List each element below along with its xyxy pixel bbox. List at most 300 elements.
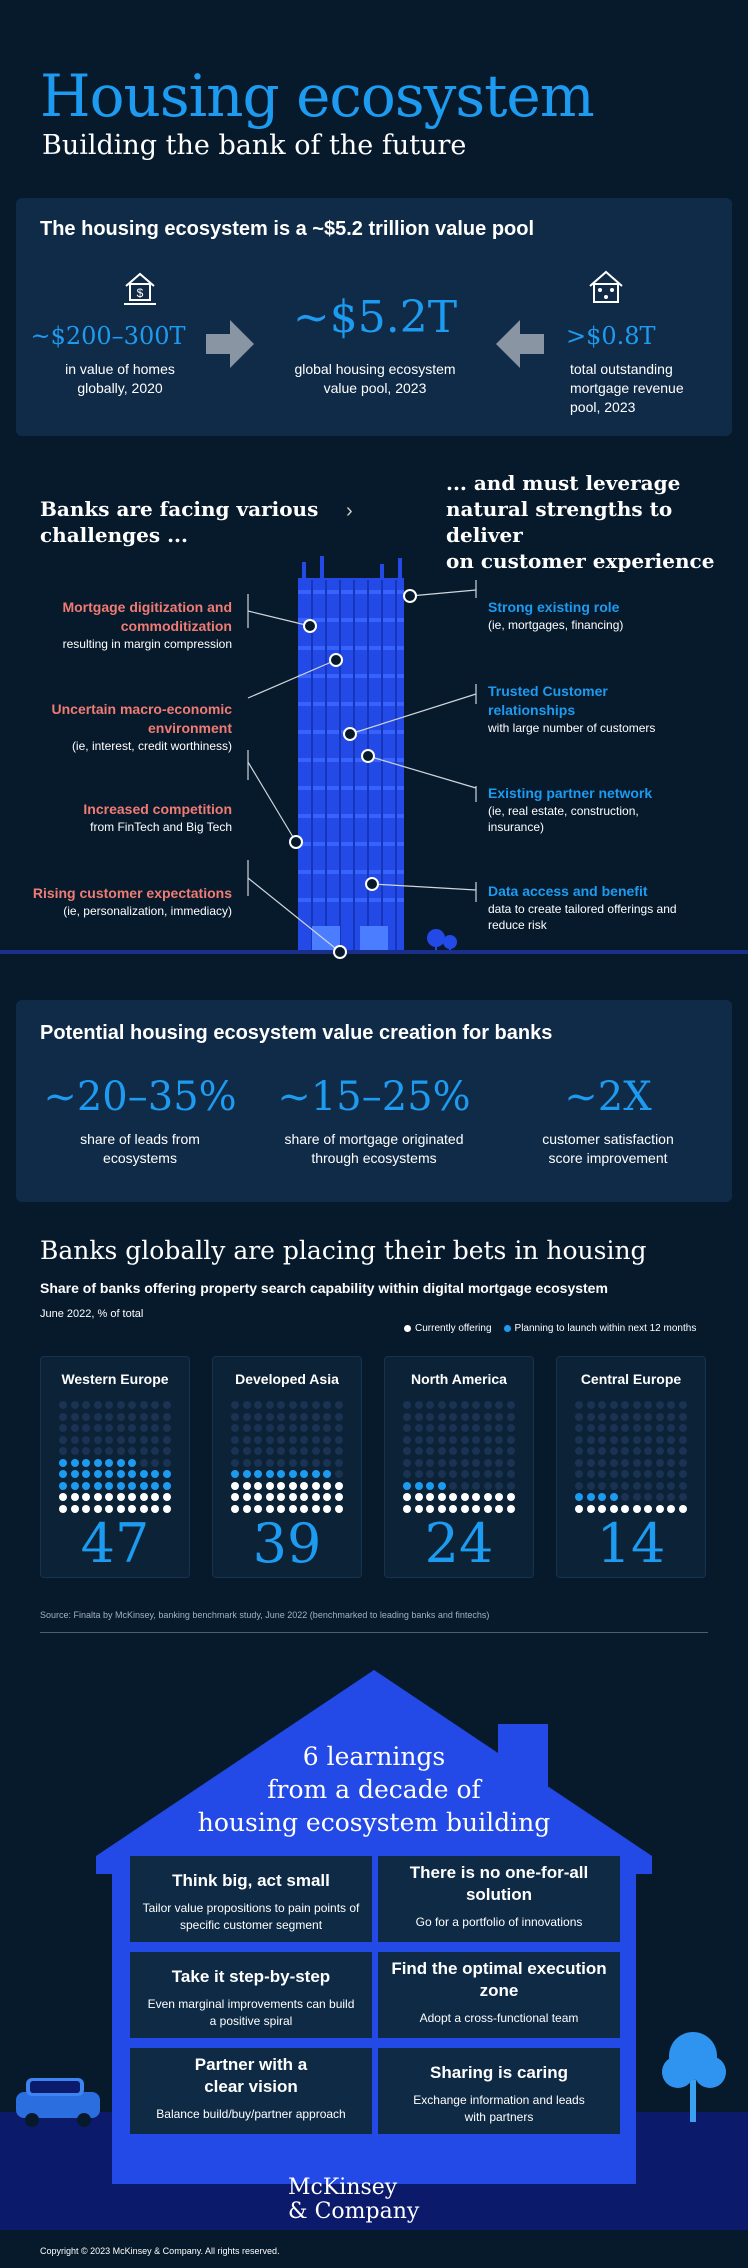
chart-dot: [140, 1470, 148, 1478]
chart-dot: [403, 1424, 411, 1432]
chart-dot: [461, 1493, 469, 1501]
chart-dot: [323, 1482, 331, 1490]
chart-dot: [644, 1482, 652, 1490]
chart-dot: [289, 1459, 297, 1467]
chart-dot: [484, 1447, 492, 1455]
homes-value-desc: in value of homes globally, 2020: [65, 361, 175, 396]
chart-dot: [621, 1459, 629, 1467]
chart-dot: [335, 1424, 343, 1432]
region-card-title: North America: [411, 1371, 507, 1387]
chart-dot: [461, 1413, 469, 1421]
chart-dot: [151, 1436, 159, 1444]
challenge-item: Mortgage digitization and commoditization resulting in margin compression: [62, 599, 232, 651]
chart-dot: [656, 1470, 664, 1478]
chart-dot: [667, 1470, 675, 1478]
chart-dot: [289, 1436, 297, 1444]
chart-dot: [94, 1447, 102, 1455]
chart-dot: [587, 1413, 595, 1421]
chart-dot: [59, 1482, 67, 1490]
chart-dot: [254, 1436, 262, 1444]
chart-dot: [449, 1436, 457, 1444]
chart-dot: [633, 1482, 641, 1490]
chart-dot: [598, 1459, 606, 1467]
chart-dot: [105, 1493, 113, 1501]
dot-matrix: [575, 1401, 689, 1514]
chart-dot: [461, 1470, 469, 1478]
chart-dot: [94, 1459, 102, 1467]
ecosystem-value-desc: global housing ecosystem value pool, 2023: [294, 361, 456, 396]
chart-dot: [667, 1401, 675, 1409]
chart-dot: [598, 1413, 606, 1421]
chart-dot: [151, 1447, 159, 1455]
chart-dot: [644, 1424, 652, 1432]
chart-dot: [163, 1436, 171, 1444]
dot-matrix: [231, 1401, 345, 1514]
chart-dot: [289, 1401, 297, 1409]
chart-dot: [71, 1401, 79, 1409]
chart-dot: [335, 1401, 343, 1409]
chart-dot: [59, 1447, 67, 1455]
chart-dot: [254, 1447, 262, 1455]
chart-dot: [59, 1493, 67, 1501]
chart-dot: [415, 1401, 423, 1409]
strength-item: Trusted Customer relationships with large number of customers: [488, 683, 656, 735]
chart-dot: [105, 1424, 113, 1432]
chart-dot: [587, 1459, 595, 1467]
chart-dot: [403, 1482, 411, 1490]
chart-dot: [82, 1413, 90, 1421]
chart-dot: [312, 1482, 320, 1490]
challenges-heading: Banks are facing various challenges ...: [40, 497, 319, 547]
region-card: [212, 1356, 362, 1578]
chart-dot: [94, 1482, 102, 1490]
chart-dot: [449, 1413, 457, 1421]
chart-dot: [495, 1470, 503, 1478]
chart-dot: [254, 1424, 262, 1432]
region-card-value: 24: [424, 1512, 494, 1575]
chart-dot: [438, 1424, 446, 1432]
chart-dot: [438, 1413, 446, 1421]
chart-dot: [300, 1470, 308, 1478]
chart-dot: [300, 1459, 308, 1467]
chart-dot: [415, 1436, 423, 1444]
chart-dot: [495, 1493, 503, 1501]
chart-dot: [426, 1447, 434, 1455]
page-title: Housing ecosystem: [40, 62, 594, 130]
chart-dot: [94, 1401, 102, 1409]
brand-logo: McKinsey & Company: [288, 2175, 420, 2224]
chart-dot: [472, 1413, 480, 1421]
chart-dot: [163, 1493, 171, 1501]
chart-dot: [82, 1482, 90, 1490]
chart-dot: [163, 1401, 171, 1409]
chart-dot: [667, 1436, 675, 1444]
chart-dot: [610, 1447, 618, 1455]
chart-dot: [266, 1401, 274, 1409]
chart-dot: [449, 1493, 457, 1501]
chart-dot: [105, 1413, 113, 1421]
chart-dot: [71, 1459, 79, 1467]
chart-dot: [335, 1493, 343, 1501]
chart-dot: [495, 1424, 503, 1432]
chart-dot: [621, 1493, 629, 1501]
chart-dot: [575, 1413, 583, 1421]
legend-dot-current: [404, 1325, 411, 1332]
chart-dot: [667, 1424, 675, 1432]
chart-dot: [289, 1413, 297, 1421]
chart-dot: [312, 1459, 320, 1467]
chart-dot: [105, 1436, 113, 1444]
chart-dot: [656, 1493, 664, 1501]
chart-dot: [300, 1436, 308, 1444]
chart-dot: [289, 1470, 297, 1478]
chart-dot: [575, 1470, 583, 1478]
chart-dot: [312, 1401, 320, 1409]
chart-dot: [277, 1401, 285, 1409]
chart-dot: [128, 1424, 136, 1432]
chart-dot: [667, 1459, 675, 1467]
chart-dot: [312, 1424, 320, 1432]
chart-dot: [312, 1447, 320, 1455]
chart-dot: [472, 1493, 480, 1501]
chart-dot: [140, 1436, 148, 1444]
chart-dot: [105, 1470, 113, 1478]
chart-dot: [128, 1459, 136, 1467]
chart-dot: [163, 1459, 171, 1467]
chart-dot: [300, 1447, 308, 1455]
chart-dot: [507, 1482, 515, 1490]
chart-dot: [266, 1424, 274, 1432]
chart-dot: [656, 1413, 664, 1421]
chart-dot: [472, 1401, 480, 1409]
chart-dot: [323, 1447, 331, 1455]
chart-dot: [231, 1424, 239, 1432]
legend-dot-planning: [504, 1325, 511, 1332]
chart-dot: [71, 1424, 79, 1432]
chart-dot: [105, 1447, 113, 1455]
chart-dot: [438, 1470, 446, 1478]
chart-dot: [633, 1436, 641, 1444]
chart-dot: [484, 1424, 492, 1432]
divider: [40, 1632, 708, 1633]
chart-dot: [163, 1413, 171, 1421]
chart-dot: [140, 1482, 148, 1490]
chart-dot: [461, 1459, 469, 1467]
chart-dot: [415, 1459, 423, 1467]
learning-card: Think big, act small Tailor value propositions to pain points of specific customer segment: [130, 1856, 372, 1942]
learning-card: Take it step-by-step Even marginal improvements can build a positive spiral: [130, 1952, 372, 2038]
chart-dot: [426, 1459, 434, 1467]
chart-dot: [335, 1482, 343, 1490]
chart-dot: [128, 1493, 136, 1501]
chart-dot: [312, 1470, 320, 1478]
learning-card: There is no one-for-all solution Go for a portfolio of innovations: [378, 1856, 620, 1942]
chart-dot: [140, 1447, 148, 1455]
chart-dot: [266, 1459, 274, 1467]
chart-dot: [667, 1482, 675, 1490]
chart-dot: [679, 1470, 687, 1478]
chart-dot: [495, 1401, 503, 1409]
strengths-heading: ... and must leverage natural strengths to deliver on customer experience: [446, 471, 715, 573]
chart-dot: [335, 1436, 343, 1444]
chart-dot: [472, 1424, 480, 1432]
chart-dot: [656, 1459, 664, 1467]
learning-card: Sharing is caring Exchange information and leads with partners: [378, 2048, 620, 2134]
chart-dot: [610, 1401, 618, 1409]
chart-dot: [484, 1401, 492, 1409]
chart-dot: [71, 1447, 79, 1455]
chart-dot: [82, 1401, 90, 1409]
chart-dot: [644, 1401, 652, 1409]
chart-dot: [266, 1447, 274, 1455]
chart-dot: [633, 1459, 641, 1467]
chart-dot: [403, 1459, 411, 1467]
chart-dot: [472, 1459, 480, 1467]
chevron-right-icon: ›: [346, 500, 353, 522]
chart-dot: [449, 1459, 457, 1467]
chart-dot: [667, 1447, 675, 1455]
chart-dot: [254, 1401, 262, 1409]
chart-dot: [426, 1424, 434, 1432]
legend-planning: Planning to launch within next 12 months: [514, 1323, 697, 1334]
chart-dot: [140, 1459, 148, 1467]
dot-matrix: [59, 1401, 173, 1514]
chart-dot: [438, 1447, 446, 1455]
chart-dot: [323, 1413, 331, 1421]
chart-dot: [403, 1436, 411, 1444]
chart-dot: [656, 1436, 664, 1444]
bets-note: June 2022, % of total: [40, 1308, 144, 1320]
chart-dot: [163, 1424, 171, 1432]
chart-dot: [644, 1447, 652, 1455]
region-card-title: Central Europe: [580, 1371, 682, 1387]
chart-dot: [277, 1413, 285, 1421]
chart-dot: [644, 1436, 652, 1444]
chart-dot: [117, 1447, 125, 1455]
chart-dot: [621, 1424, 629, 1432]
chart-dot: [403, 1447, 411, 1455]
ecosystem-value: ~$5.2T: [292, 292, 458, 343]
chart-dot: [656, 1424, 664, 1432]
chart-dot: [598, 1436, 606, 1444]
chart-dot: [610, 1482, 618, 1490]
chart-dot: [59, 1424, 67, 1432]
chart-dot: [254, 1470, 262, 1478]
chart-dot: [610, 1459, 618, 1467]
chart-dot: [117, 1493, 125, 1501]
svg-text:$: $: [136, 286, 144, 300]
chart-dot: [254, 1493, 262, 1501]
chart-dot: [117, 1413, 125, 1421]
chart-dot: [243, 1470, 251, 1478]
chart-dot: [507, 1413, 515, 1421]
chart-dot: [438, 1493, 446, 1501]
chart-dot: [254, 1482, 262, 1490]
chart-dot: [59, 1413, 67, 1421]
copyright: Copyright © 2023 McKinsey & Company. All rights reserved.: [40, 2246, 280, 2256]
chart-dot: [151, 1482, 159, 1490]
chart-dot: [438, 1482, 446, 1490]
chart-dot: [312, 1436, 320, 1444]
chart-dot: [484, 1493, 492, 1501]
chart-dot: [289, 1424, 297, 1432]
chart-dot: [621, 1470, 629, 1478]
chart-dot: [461, 1447, 469, 1455]
chart-dot: [300, 1482, 308, 1490]
chart-dot: [94, 1470, 102, 1478]
chart-dot: [484, 1436, 492, 1444]
chart-dot: [484, 1459, 492, 1467]
chart-dot: [277, 1436, 285, 1444]
chart-dot: [151, 1401, 159, 1409]
chart-dot: [621, 1447, 629, 1455]
chart-dot: [140, 1424, 148, 1432]
chart-dot: [495, 1413, 503, 1421]
chart-dot: [610, 1470, 618, 1478]
chart-dot: [426, 1436, 434, 1444]
chart-dot: [243, 1459, 251, 1467]
chart-dot: [243, 1424, 251, 1432]
chart-dot: [403, 1413, 411, 1421]
chart-dot: [621, 1413, 629, 1421]
chart-dot: [163, 1447, 171, 1455]
chart-dot: [289, 1493, 297, 1501]
chart-dot: [163, 1482, 171, 1490]
mortgage-revenue-desc: total outstanding mortgage revenue pool, 2023: [570, 361, 684, 415]
chart-dot: [587, 1447, 595, 1455]
legend: [404, 1323, 696, 1334]
chart-dot: [461, 1436, 469, 1444]
chart-dot: [266, 1436, 274, 1444]
chart-dot: [472, 1436, 480, 1444]
region-card-title: Western Europe: [61, 1371, 169, 1387]
chart-dot: [495, 1459, 503, 1467]
chart-dot: [449, 1470, 457, 1478]
chart-dot: [461, 1401, 469, 1409]
chart-dot: [277, 1493, 285, 1501]
chart-dot: [610, 1436, 618, 1444]
chart-dot: [289, 1482, 297, 1490]
chart-dot: [621, 1401, 629, 1409]
chart-dot: [484, 1413, 492, 1421]
chart-dot: [128, 1470, 136, 1478]
chart-dot: [610, 1413, 618, 1421]
bets-heading: Banks globally are placing their bets in housing: [40, 1236, 647, 1265]
chart-dot: [71, 1413, 79, 1421]
chart-dot: [59, 1401, 67, 1409]
chart-dot: [621, 1436, 629, 1444]
chart-dot: [94, 1493, 102, 1501]
chart-dot: [128, 1436, 136, 1444]
chart-dot: [484, 1470, 492, 1478]
chart-dot: [633, 1424, 641, 1432]
mortgage-revenue-value: >$0.8T: [566, 322, 656, 350]
chart-dot: [667, 1413, 675, 1421]
chart-dot: [507, 1447, 515, 1455]
chart-dot: [94, 1436, 102, 1444]
challenge-item: Increased competition from FinTech and Big Tech: [83, 801, 232, 834]
chart-dot: [415, 1470, 423, 1478]
chart-dot: [495, 1482, 503, 1490]
chart-dot: [323, 1401, 331, 1409]
chart-dot: [679, 1401, 687, 1409]
chart-dot: [117, 1470, 125, 1478]
chart-dot: [495, 1447, 503, 1455]
chart-dot: [656, 1482, 664, 1490]
chart-dot: [231, 1401, 239, 1409]
chart-dot: [575, 1459, 583, 1467]
chart-dot: [151, 1459, 159, 1467]
chart-dot: [128, 1447, 136, 1455]
chart-dot: [105, 1401, 113, 1409]
chart-dot: [598, 1493, 606, 1501]
chart-dot: [140, 1493, 148, 1501]
chart-dot: [94, 1413, 102, 1421]
chart-dot: [151, 1493, 159, 1501]
region-card: [556, 1356, 706, 1578]
chart-dot: [438, 1436, 446, 1444]
chart-dot: [484, 1482, 492, 1490]
chart-dot: [254, 1413, 262, 1421]
chart-dot: [415, 1493, 423, 1501]
value-creation-item: ~2X customer satisfaction score improvement: [542, 1074, 674, 1166]
bets-subheading: Share of banks offering property search capability within digital mortgage ecosystem: [40, 1280, 608, 1296]
chart-dot: [403, 1401, 411, 1409]
page-subtitle: Building the bank of the future: [42, 130, 467, 161]
chart-dot: [82, 1447, 90, 1455]
value-creation-heading: Potential housing ecosystem value creation for banks: [40, 1022, 553, 1044]
region-card: [384, 1356, 534, 1578]
chart-dot: [151, 1470, 159, 1478]
chart-dot: [644, 1470, 652, 1478]
chart-dot: [59, 1470, 67, 1478]
chart-dot: [323, 1424, 331, 1432]
arrow-right-icon: [204, 318, 256, 370]
chart-dot: [587, 1436, 595, 1444]
chart-dot: [472, 1470, 480, 1478]
chart-dot: [507, 1470, 515, 1478]
strength-item: Strong existing role (ie, mortgages, financing): [488, 599, 624, 632]
chart-dot: [82, 1470, 90, 1478]
value-pool-heading: The housing ecosystem is a ~$5.2 trillion value pool: [40, 218, 535, 240]
chart-dot: [449, 1447, 457, 1455]
value-creation-item: ~20–35% share of leads from ecosystems: [43, 1074, 237, 1166]
chart-dot: [59, 1436, 67, 1444]
chart-dot: [277, 1470, 285, 1478]
chart-dot: [575, 1482, 583, 1490]
strength-item: Existing partner network (ie, real estate, construction, insurance): [488, 785, 653, 834]
chart-dot: [335, 1413, 343, 1421]
house-network-icon: [586, 268, 626, 308]
legend-current: Currently offering: [415, 1323, 492, 1334]
value-creation-item: ~15–25% share of mortgage originated through ecosystems: [277, 1074, 471, 1166]
chart-dot: [575, 1401, 583, 1409]
chart-dot: [335, 1470, 343, 1478]
chart-dot: [438, 1401, 446, 1409]
chart-dot: [323, 1493, 331, 1501]
chart-dot: [82, 1459, 90, 1467]
chart-dot: [633, 1401, 641, 1409]
chart-dot: [117, 1436, 125, 1444]
chart-dot: [128, 1401, 136, 1409]
chart-dot: [117, 1401, 125, 1409]
chart-dot: [243, 1413, 251, 1421]
chart-dot: [128, 1482, 136, 1490]
region-card-title: Developed Asia: [235, 1371, 339, 1387]
chart-dot: [575, 1424, 583, 1432]
chart-dot: [633, 1470, 641, 1478]
chart-dot: [679, 1424, 687, 1432]
